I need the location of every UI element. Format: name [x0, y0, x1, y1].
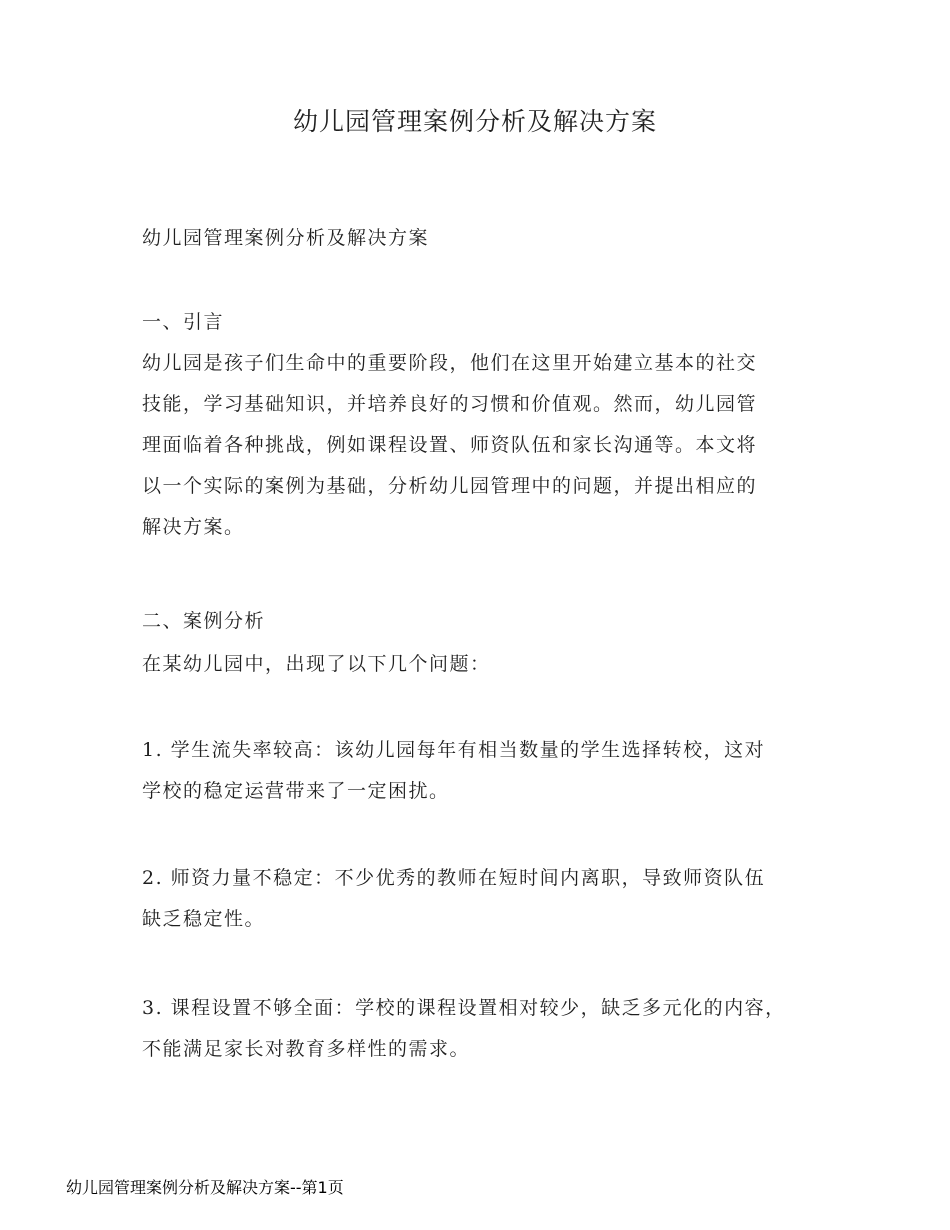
paragraph-line: 不能满足家长对教育多样性的需求。: [142, 1038, 471, 1060]
paragraph-line: 技能，学习基础知识，并培养良好的习惯和价值观。然而，幼儿园管: [142, 393, 758, 415]
section-heading-text: 一、引言: [142, 311, 225, 333]
introduction-paragraph: [142, 343, 832, 548]
paragraph-line: 理面临着各种挑战，例如课程设置、师资队伍和家长沟通等。本文将: [142, 434, 758, 456]
document-title: 幼儿园管理案例分析及解决方案: [292, 107, 657, 136]
paragraph-line: 3. 课程设置不够全面：学校的课程设置相对较少，缺乏多元化的内容，: [142, 997, 786, 1019]
problem-item-1: [142, 730, 832, 812]
paragraph-line: 1. 学生流失率较高：该幼儿园每年有相当数量的学生选择转校，这对: [142, 739, 766, 761]
subtitle-line: 幼儿园管理案例分析及解决方案: [142, 227, 430, 249]
problem-item-3: [142, 988, 832, 1070]
page-footer: 幼儿园管理案例分析及解决方案--第1页: [66, 1178, 344, 1197]
section-heading-text: 二、案例分析: [142, 610, 266, 632]
paragraph-line: 解决方案。: [142, 516, 245, 538]
paragraph-line: 学校的稳定运营带来了一定困扰。: [142, 780, 450, 802]
paragraph-line: 在某幼儿园中，出现了以下几个问题：: [142, 653, 491, 675]
document-subtitle: [142, 218, 832, 259]
paragraph-line: 2. 师资力量不稳定：不少优秀的教师在短时间内离职，导致师资队伍: [142, 867, 766, 889]
problem-item-2: [142, 858, 832, 940]
paragraph-line: 以一个实际的案例为基础，分析幼儿园管理中的问题，并提出相应的: [142, 475, 758, 497]
section-heading-case-analysis: [142, 601, 832, 642]
paragraph-line: 幼儿园是孩子们生命中的重要阶段，他们在这里开始建立基本的社交: [142, 352, 758, 374]
paragraph-line: 缺乏稳定性。: [142, 908, 266, 930]
case-intro-paragraph: [142, 644, 832, 685]
section-heading-introduction: [142, 302, 832, 343]
